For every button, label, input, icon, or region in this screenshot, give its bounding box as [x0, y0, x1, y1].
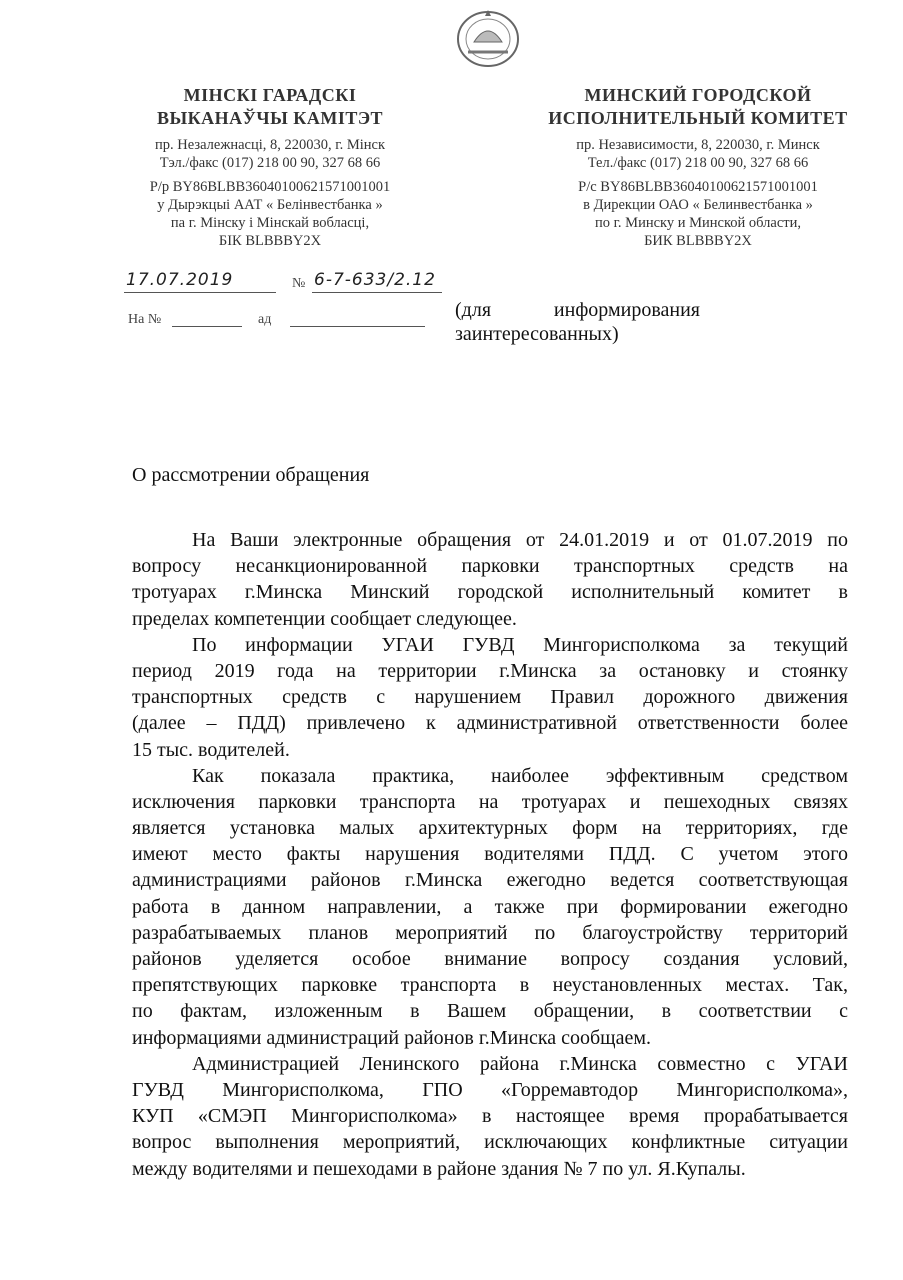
text-line: КУП «СМЭП Мингорисполкома» в настоящее время прорабатывается: [132, 1105, 848, 1128]
number-underline: [312, 292, 442, 293]
text-line: работа в данном направлении, а также при формировании ежегодно: [132, 895, 848, 918]
handwritten-number: 6-7-633/2.12: [314, 270, 436, 290]
date-underline: [124, 292, 276, 293]
paragraph: [132, 763, 848, 1051]
header-russian: [528, 84, 868, 250]
bank-line: Р/р BY86BLBB36040100621571001001: [149, 179, 391, 195]
reference-number-line: [172, 326, 242, 327]
text-line: (далее – ПДД) привлечено к административной ответственности более: [132, 712, 848, 735]
bank-line: па г. Мінску і Мінскай вобласці,: [170, 215, 370, 231]
text-line: исключения парковки транспорта на тротуарах и пешеходных связях: [132, 790, 848, 813]
text-line: вопросу несанкционированной парковки транспортных средств на: [132, 555, 848, 578]
text-line: транспортных средств с нарушением Правил дорожного движения: [132, 686, 848, 709]
text-line: пределах компетенции сообщает следующее.: [132, 607, 517, 630]
bank-line: в Дирекции ОАО « Белинвестбанка »: [583, 197, 813, 213]
addressee-text: информирования: [553, 299, 700, 321]
bank-line: БИК BLBBBY2X: [644, 233, 752, 249]
text-line: На Ваши электронные обращения от 24.01.2019 и от 01.07.2019 по: [192, 529, 848, 551]
text-line: между водителями и пешеходами в районе здания № 7 по ул. Я.Купалы.: [132, 1157, 746, 1180]
state-emblem-icon: [452, 6, 524, 68]
header-belarusian: [100, 84, 440, 250]
bank-line: по г. Минску и Минской области,: [594, 215, 802, 231]
text-line: тротуарах г.Минска Минский городской исполнительный комитет в: [132, 581, 848, 604]
addressee: [455, 298, 700, 346]
reference-date-line: [290, 326, 425, 327]
text-line: Как показала практика, наиболее эффективным средством: [192, 764, 848, 787]
org-name-line: ИСПОЛНИТЕЛЬНЫЙ КОМИТЕТ: [548, 108, 848, 128]
text-line: является установка малых архитектурных форм на территориях, где: [132, 817, 848, 840]
number-label: №: [292, 276, 306, 291]
reference-label: На №: [128, 312, 162, 327]
paragraph: [132, 632, 848, 763]
reference-from-label: ад: [258, 312, 272, 327]
letter-body: [132, 527, 848, 1182]
text-line: Администрацией Ленинского района г.Минска совместно с УГАИ: [192, 1052, 848, 1075]
org-name-line: ВЫКАНАЎЧЫ КАМІТЭТ: [156, 108, 384, 128]
handwritten-date: 17.07.2019: [126, 270, 234, 290]
paragraph: [132, 1051, 848, 1182]
text-line: районов уделяется особое внимание вопросу создания условий,: [132, 948, 848, 970]
bank-line: у Дырэкцыі ААТ « Белінвестбанка »: [157, 197, 383, 213]
phone-line: Тел./факс (017) 218 00 90, 327 68 66: [587, 155, 809, 171]
org-name-line: МІНСКІ ГАРАДСКІ: [183, 85, 357, 105]
paragraph: [132, 527, 848, 632]
addressee-text: заинтересованных): [455, 323, 619, 345]
text-line: имеют место факты нарушения водителями ПДД. С учетом этого: [132, 843, 848, 866]
text-line: администрациями районов г.Минска ежегодно ведется соответствующая: [132, 869, 848, 892]
address-line: пр. Незалежнасці, 8, 220030, г. Мінск: [155, 137, 385, 153]
text-line: ГУВД Мингорисполкома, ГПО «Горремавтодор Мингорисполкома»,: [132, 1078, 848, 1101]
text-line: разрабатываемых планов мероприятий по благоустройству территорий: [132, 921, 848, 944]
text-line: По информации УГАИ ГУВД Мингорисполкома за текущий: [192, 633, 848, 656]
text-line: период 2019 года на территории г.Минска за остановку и стоянку: [132, 659, 848, 682]
text-line: препятствующих парковке транспорта в неустановленных местах. Так,: [132, 974, 848, 997]
address-line: пр. Независимости, 8, 220030, г. Минск: [576, 137, 820, 153]
addressee-text: (для: [455, 299, 492, 321]
phone-line: Тэл./факс (017) 218 00 90, 327 68 66: [159, 155, 381, 171]
bank-line: БІК BLBBBY2X: [218, 233, 322, 249]
text-line: 15 тыс. водителей.: [132, 738, 290, 761]
text-line: по фактам, изложенным в Вашем обращении, в соответствии с: [132, 1000, 848, 1023]
org-name-line: МИНСКИЙ ГОРОДСКОЙ: [584, 85, 812, 105]
subject-line: О рассмотрении обращения: [132, 464, 370, 486]
text-line: информациями администраций районов г.Минска сообщаем.: [132, 1026, 651, 1049]
text-line: вопрос выполнения мероприятий, исключающих конфликтные ситуации: [132, 1131, 848, 1154]
bank-line: Р/с BY86BLBB36040100621571001001: [578, 179, 818, 195]
